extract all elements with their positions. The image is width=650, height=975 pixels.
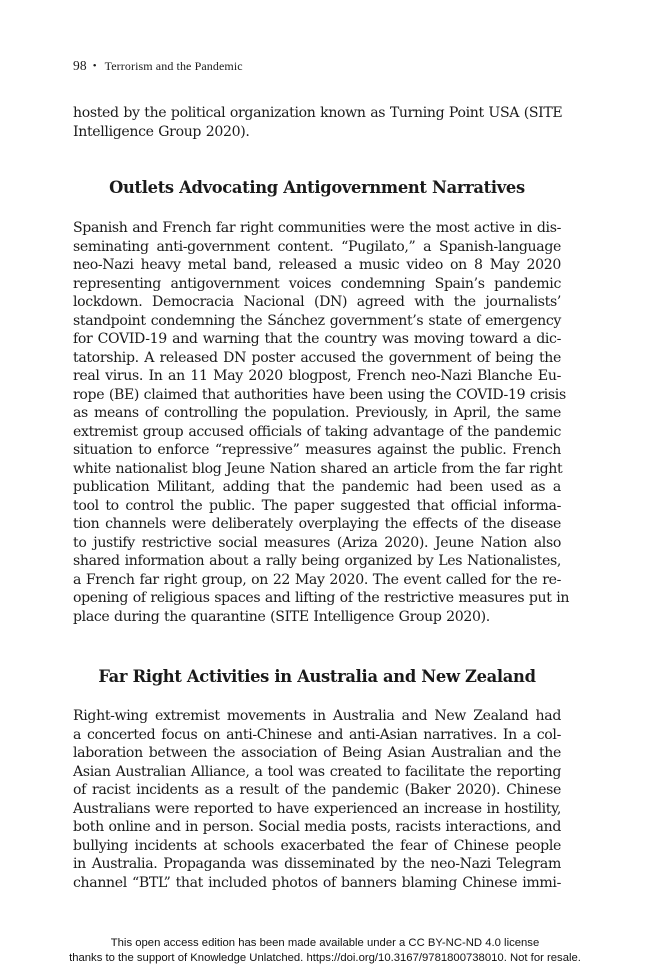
text-line: Spanish and French far right communities were the most active in dis- bbox=[73, 220, 561, 236]
text-line: for COVID-19 and warning that the country was moving toward a dic- bbox=[73, 331, 561, 347]
text-line: shared information about a rally being organized by Les Nationalistes, bbox=[73, 553, 561, 569]
text-line: in Australia. Propaganda was disseminated by the neo-Nazi Telegram bbox=[73, 856, 561, 872]
text-line: extremist group accused officials of taking advantage of the pandemic bbox=[73, 423, 561, 440]
license-footer bbox=[0, 936, 650, 966]
text-line: tool to control the public. The paper suggested that official informa- bbox=[73, 497, 561, 514]
text-line: bullying incidents at schools exacerbated the fear of Chinese people bbox=[73, 837, 561, 854]
text-line: as means of controlling the population. Previously, in April, the same bbox=[73, 405, 561, 421]
text-line: to justify restrictive social measures (Ariza 2020). Jeune Nation also bbox=[73, 534, 561, 551]
text-line: standpoint condemning the Sánchez government’s state of emergency bbox=[73, 312, 561, 329]
text-line: representing antigovernment voices condemning Spain’s pandemic bbox=[73, 275, 561, 292]
section-heading: Outlets Advocating Antigovernment Narratives bbox=[109, 178, 525, 197]
text-line: channel “BTL” that included photos of banners blaming Chinese immi- bbox=[73, 874, 561, 891]
text-line: tatorship. A released DN poster accused the government of being the bbox=[73, 349, 561, 366]
text-line: opening of religious spaces and lifting of the restrictive measures put in bbox=[73, 590, 570, 606]
text-line: tion channels were deliberately overplaying the effects of the disease bbox=[73, 516, 561, 532]
text-line: of racist incidents as a result of the pandemic (Baker 2020). Chinese bbox=[73, 782, 561, 798]
text-line: Right-wing extremist movements in Australia and New Zealand had bbox=[73, 708, 561, 724]
section-paragraph bbox=[73, 707, 561, 892]
text-line: place during the quarantine (SITE Intelligence Group 2020). bbox=[73, 608, 490, 625]
text-line: lockdown. Democracia Nacional (DN) agreed with the journalists’ bbox=[73, 294, 561, 310]
text-line: Australians were reported to have experienced an increase in hostility, bbox=[73, 800, 561, 817]
text-line: neo-Nazi heavy metal band, released a music video on 8 May 2020 bbox=[73, 257, 561, 273]
section-paragraph bbox=[73, 219, 570, 626]
text-line: real virus. In an 11 May 2020 blogpost, French neo-Nazi Blanche Eu- bbox=[73, 368, 561, 384]
text-line: white nationalist blog Jeune Nation shared an article from the far right bbox=[73, 460, 563, 477]
running-title: Terrorism and the Pandemic bbox=[104, 59, 243, 73]
section-heading: Far Right Activities in Australia and New Zealand bbox=[98, 667, 536, 686]
text-line: situation to enforce “repressive” measures against the public. French bbox=[73, 442, 561, 458]
page-number: 98 bbox=[73, 58, 87, 73]
license-notice: This open access edition has been made available under a CC BY-NC-ND 4.0 license bbox=[110, 937, 540, 949]
text-line: hosted by the political organization known as Turning Point USA (SITE bbox=[73, 105, 563, 121]
text-line: laboration between the association of Being Asian Australian and the bbox=[73, 745, 561, 761]
text-line: seminating anti-government content. “Pugilato,” a Spanish-language bbox=[73, 238, 561, 255]
bullet-separator: • bbox=[92, 60, 97, 72]
text-line: a French far right group, on 22 May 2020. The event called for the re- bbox=[73, 571, 561, 588]
text-line: rope (BE) claimed that authorities have been using the COVID-19 crisis bbox=[73, 386, 566, 403]
running-header bbox=[73, 58, 243, 74]
text-line: Intelligence Group 2020). bbox=[73, 123, 250, 140]
text-line: publication Militant, adding that the pandemic had been used as a bbox=[73, 479, 561, 495]
text-line: Asian Australian Alliance, a tool was created to facilitate the reporting bbox=[73, 763, 561, 780]
text-line: both online and in person. Social media posts, racists interactions, and bbox=[73, 819, 561, 835]
opening-paragraph bbox=[73, 104, 561, 141]
text-line: a concerted focus on anti-Chinese and anti-Asian narratives. In a col- bbox=[73, 726, 561, 743]
doi-notice: thanks to the support of Knowledge Unlatched. https://doi.org/10.3167/9781800738010. Not for resale. bbox=[69, 952, 581, 964]
